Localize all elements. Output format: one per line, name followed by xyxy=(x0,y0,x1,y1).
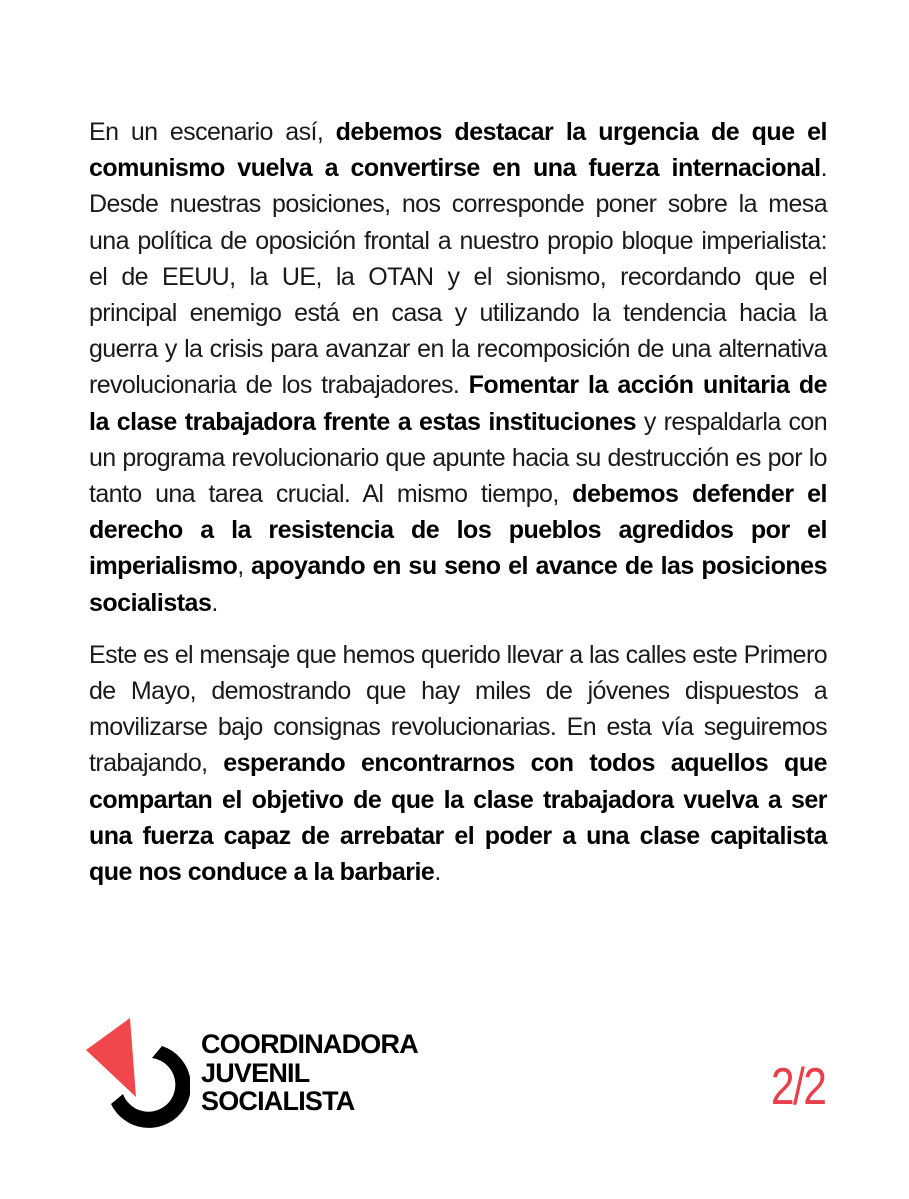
paragraph-1-segment-5: debemos defender el derecho a la resistencia de los pueblos agredidos por el imperialismo xyxy=(89,480,827,581)
paragraph-1-segment-1: debemos destacar la urgencia de que el comunismo vuelva a convertirse en una fuerza internacional xyxy=(89,118,827,183)
paragraph-1-segment-4: y respaldarla con un programa revolucionario que apunte hacia su destrucción es por lo tanto una tarea crucial. Al mismo tiempo, xyxy=(89,407,828,509)
paragraph-1-segment-7: apoyando en su seno el avance de las posiciones socialistas xyxy=(89,552,827,617)
logo-line-1: COORDINADORA xyxy=(201,1029,418,1059)
paragraph-1-segment-2: . Desde nuestras posiciones, nos corresponde poner sobre la mesa una política de oposición frontal a nuestro propio bloque imperialista: el de EEUU, la UE, la OTAN y el sionismo, recordando que el principal enemigo está en casa y utilizando la tendencia hacia la guerra y la crisis para avanzar en la recomposición de una alternativa revolucionaria de los trabajadores. xyxy=(89,154,827,400)
paragraph-2-segment-2: . xyxy=(434,858,441,887)
logo-red-triangle xyxy=(86,1018,136,1097)
paragraph-1-segment-3: Fomentar la acción unitaria de la clase trabajadora frente a estas instituciones xyxy=(89,371,827,436)
article-body xyxy=(89,114,827,890)
red-triangle-with-black-arc-logo-icon xyxy=(86,1018,190,1128)
paragraph-1-segment-6: , xyxy=(237,552,252,581)
paragraph-1 xyxy=(89,114,827,621)
page-number: 2/2 xyxy=(770,1058,825,1116)
logo-line-2: JUVENIL xyxy=(201,1057,310,1088)
paragraph-1-segment-8: . xyxy=(211,588,218,617)
logo-wordmark xyxy=(201,1030,418,1116)
paragraph-2-segment-1: esperando encontrarnos con todos aquellos que compartan el objetivo de que la clase trabajadora vuelva a ser una fuerza capaz de arrebatar el poder a una clase capitalista que nos conduce a la barbarie xyxy=(89,749,828,887)
paragraph-2-segment-0: Este es el mensaje que hemos querido llevar a las calles este Primero de Mayo, demostrando que hay miles de jóvenes dispuestos a movilizarse bajo consignas revolucionarias. En esta vía seguiremos trabajando, xyxy=(89,640,827,778)
paragraph-1-segment-0: En un escenario así, xyxy=(89,118,336,146)
footer xyxy=(86,1018,831,1128)
paragraph-2 xyxy=(89,637,827,890)
logo-line-3: SOCIALISTA xyxy=(201,1086,355,1116)
